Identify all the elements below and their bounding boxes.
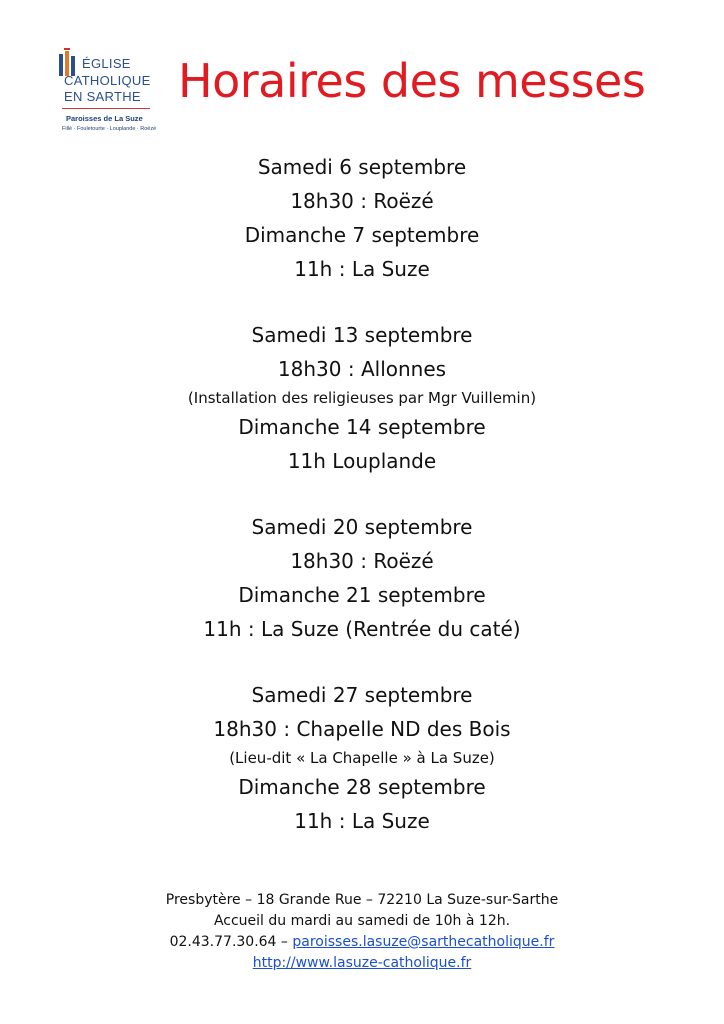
schedule-line: Dimanche 14 septembre xyxy=(238,415,486,439)
logo-communes: Fillé · Fouletourte · Louplande · Roëzé xyxy=(62,126,157,132)
footer-address: Presbytère – 18 Grande Rue – 72210 La Suze-sur-Sarthe xyxy=(165,892,559,908)
footer xyxy=(0,890,724,974)
schedule-line: Samedi 13 septembre xyxy=(251,323,473,347)
schedule-block xyxy=(0,150,724,286)
footer-website-link[interactable]: http://www.lasuze-catholique.fr xyxy=(252,955,472,971)
schedule-line: 18h30 : Roëzé xyxy=(290,189,434,213)
footer-email-link[interactable]: paroisses.lasuze@sarthecatholique.fr xyxy=(292,934,555,950)
logo-line-3: EN SARTHE xyxy=(64,89,141,104)
footer-phone: 02.43.77.30.64 – xyxy=(169,934,293,950)
logo-subtitle: Paroisses de La Suze xyxy=(66,114,143,123)
logo-line-2: CATHOLIQUE xyxy=(64,73,151,88)
logo-line-1: ÉGLISE xyxy=(82,56,131,71)
page-title: Horaires des messes xyxy=(178,54,646,108)
schedule-note: (Installation des religieuses par Mgr Vuillemin) xyxy=(187,389,537,407)
schedule-line: Dimanche 7 septembre xyxy=(244,223,480,247)
schedule-note: (Lieu-dit « La Chapelle » à La Suze) xyxy=(229,749,495,767)
schedule-line: 18h30 : Allonnes xyxy=(277,357,447,381)
schedule-line: 11h : La Suze (Rentrée du caté) xyxy=(203,617,521,641)
schedule-line: 11h : La Suze xyxy=(294,809,430,833)
schedule-line: 11h Louplande xyxy=(287,449,437,473)
schedule-line: Dimanche 28 septembre xyxy=(238,775,486,799)
mass-schedule xyxy=(0,150,724,870)
schedule-line: 18h30 : Chapelle ND des Bois xyxy=(213,717,511,741)
schedule-block xyxy=(0,678,724,838)
schedule-line: Samedi 27 septembre xyxy=(251,683,473,707)
parish-logo xyxy=(52,44,162,140)
footer-contact xyxy=(0,932,724,953)
schedule-line: Samedi 20 septembre xyxy=(251,515,473,539)
schedule-block xyxy=(0,318,724,478)
footer-website xyxy=(0,953,724,974)
schedule-line: Samedi 6 septembre xyxy=(257,155,467,179)
schedule-line: Dimanche 21 septembre xyxy=(238,583,486,607)
schedule-line: 18h30 : Roëzé xyxy=(290,549,434,573)
schedule-block xyxy=(0,510,724,646)
footer-hours: Accueil du mardi au samedi de 10h à 12h. xyxy=(213,913,511,929)
logo-divider xyxy=(62,108,150,109)
schedule-line: 11h : La Suze xyxy=(294,257,430,281)
